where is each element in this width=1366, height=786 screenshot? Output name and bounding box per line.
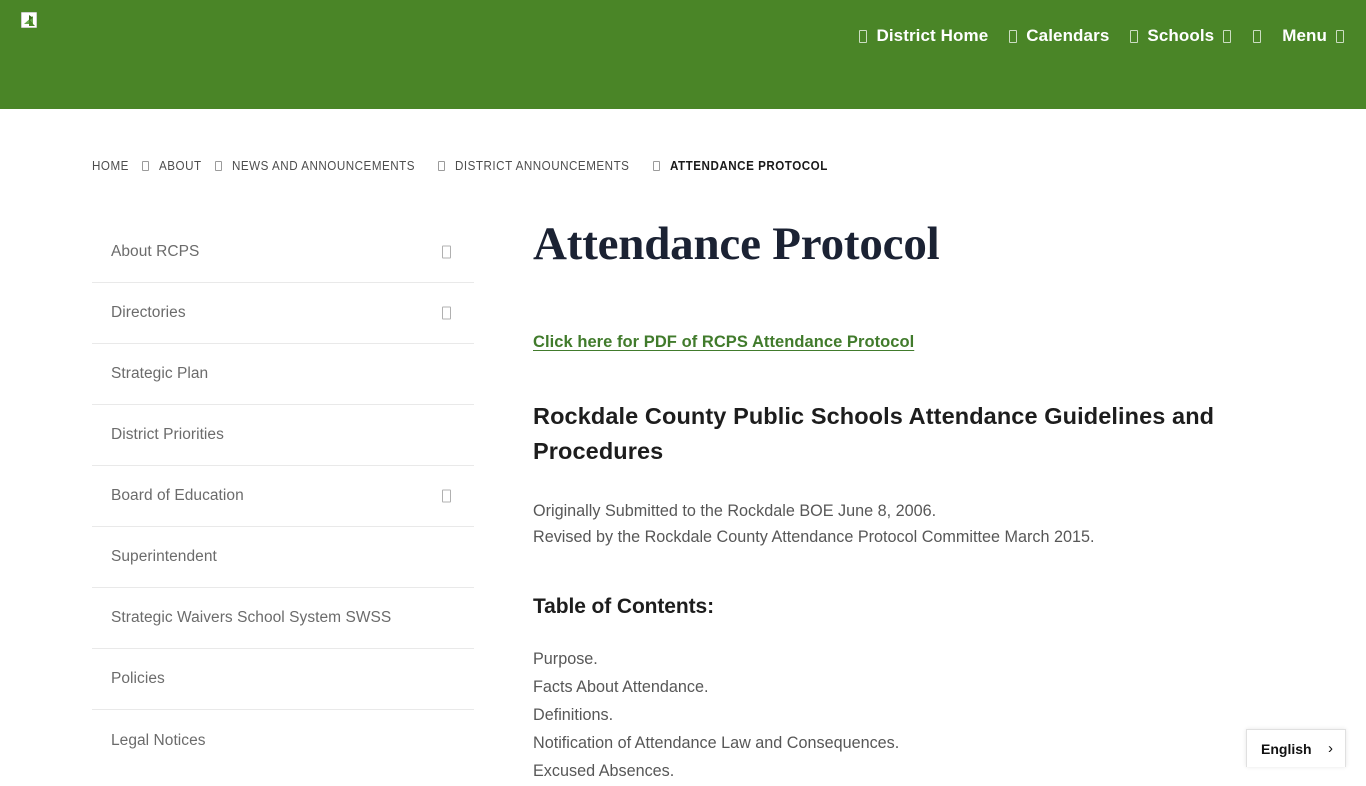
table-of-contents-heading: Table of Contents: xyxy=(533,594,714,618)
sidebar-item-about-rcps[interactable] xyxy=(92,222,474,283)
breadcrumb-item-home[interactable]: HOME xyxy=(92,159,129,173)
hamburger-menu-icon xyxy=(1336,30,1344,43)
breadcrumb-item-news-and-announcements[interactable]: NEWS AND ANNOUNCEMENTS xyxy=(231,159,415,173)
chevron-down-icon xyxy=(1223,30,1231,43)
nav-item-calendars-label: Calendars xyxy=(1026,26,1110,45)
calendar-icon xyxy=(1009,30,1017,43)
toc-item-notification-of-attendance-law[interactable]: Notification of Attendance Law and Consequences. xyxy=(533,734,900,753)
sidebar-item-label: District Priorities xyxy=(111,426,224,443)
sidebar-item-strategic-waivers-school-system-swss[interactable] xyxy=(92,588,474,649)
sidebar-item-district-priorities[interactable] xyxy=(92,405,474,466)
header-navigation xyxy=(859,22,1344,50)
toc-item-purpose[interactable]: Purpose. xyxy=(533,649,598,668)
toc-item-facts-about-attendance[interactable]: Facts About Attendance. xyxy=(533,677,709,696)
nav-item-menu[interactable] xyxy=(1282,26,1344,46)
sidebar-item-label: Superintendent xyxy=(111,548,217,565)
nav-item-calendars[interactable] xyxy=(1009,26,1109,46)
page-body xyxy=(0,109,1366,781)
toc-item-excused-absences[interactable]: Excused Absences. xyxy=(533,762,675,781)
sidebar-item-label: Legal Notices xyxy=(111,731,206,749)
table-of-contents-list xyxy=(533,645,1293,786)
breadcrumb-item-about[interactable]: ABOUT xyxy=(158,159,202,173)
main-content xyxy=(533,219,1293,786)
sidebar-item-legal-notices[interactable] xyxy=(92,710,474,771)
sidebar-item-label: About RCPS xyxy=(111,243,200,260)
sidebar-item-policies[interactable] xyxy=(92,649,474,710)
nav-item-menu-label: Menu xyxy=(1282,26,1327,45)
search-button[interactable] xyxy=(1253,30,1261,43)
site-header xyxy=(0,0,1366,109)
originally-submitted-line: Originally Submitted to the Rockdale BOE June 8, 2006. xyxy=(533,502,937,521)
sidebar-item-label: Strategic Waivers School System SWSS xyxy=(111,609,392,626)
nav-item-district-home-label: District Home xyxy=(876,26,989,45)
section-heading: Rockdale County Public Schools Attendance Guidelines and Procedures xyxy=(533,402,1215,465)
toc-item-definitions[interactable]: Definitions. xyxy=(533,706,614,725)
page-title: Attendance Protocol xyxy=(533,218,940,270)
search-icon xyxy=(1253,30,1261,43)
breadcrumb-item-district-announcements[interactable]: DISTRICT ANNOUNCEMENTS xyxy=(455,159,630,173)
sidebar-item-board-of-education[interactable] xyxy=(92,466,474,527)
chevron-right-icon[interactable] xyxy=(442,307,451,320)
home-icon xyxy=(859,30,867,43)
revised-line: Revised by the Rockdale County Attendance Protocol Committee March 2015. xyxy=(533,528,1095,547)
sidebar-item-superintendent[interactable] xyxy=(92,527,474,588)
section-navigation-sidebar xyxy=(92,222,474,771)
submission-info-paragraph xyxy=(533,498,1293,550)
nav-item-district-home[interactable] xyxy=(859,26,988,46)
sidebar-item-label: Board of Education xyxy=(111,487,244,504)
chevron-right-icon[interactable] xyxy=(442,246,451,259)
breadcrumb-item-attendance-protocol: ATTENDANCE PROTOCOL xyxy=(669,159,828,173)
language-selector[interactable] xyxy=(1246,729,1346,767)
nav-item-schools-label: Schools xyxy=(1147,26,1215,45)
sidebar-item-label: Directories xyxy=(111,304,186,321)
school-icon xyxy=(1130,30,1138,43)
pdf-download-link[interactable]: Click here for PDF of RCPS Attendance Protocol xyxy=(533,332,915,351)
sidebar-item-directories[interactable] xyxy=(92,283,474,344)
nav-item-schools[interactable] xyxy=(1130,26,1231,46)
language-selector-label: English xyxy=(1261,740,1312,757)
chevron-right-icon: › xyxy=(1328,740,1333,757)
sidebar-item-label: Policies xyxy=(111,670,165,687)
sidebar-item-strategic-plan[interactable] xyxy=(92,344,474,405)
chevron-right-icon[interactable] xyxy=(442,490,451,503)
sidebar-item-label: Strategic Plan xyxy=(111,365,209,382)
broken-image-glyph-part-2 xyxy=(29,20,35,26)
district-logo-broken-image[interactable] xyxy=(21,12,37,28)
